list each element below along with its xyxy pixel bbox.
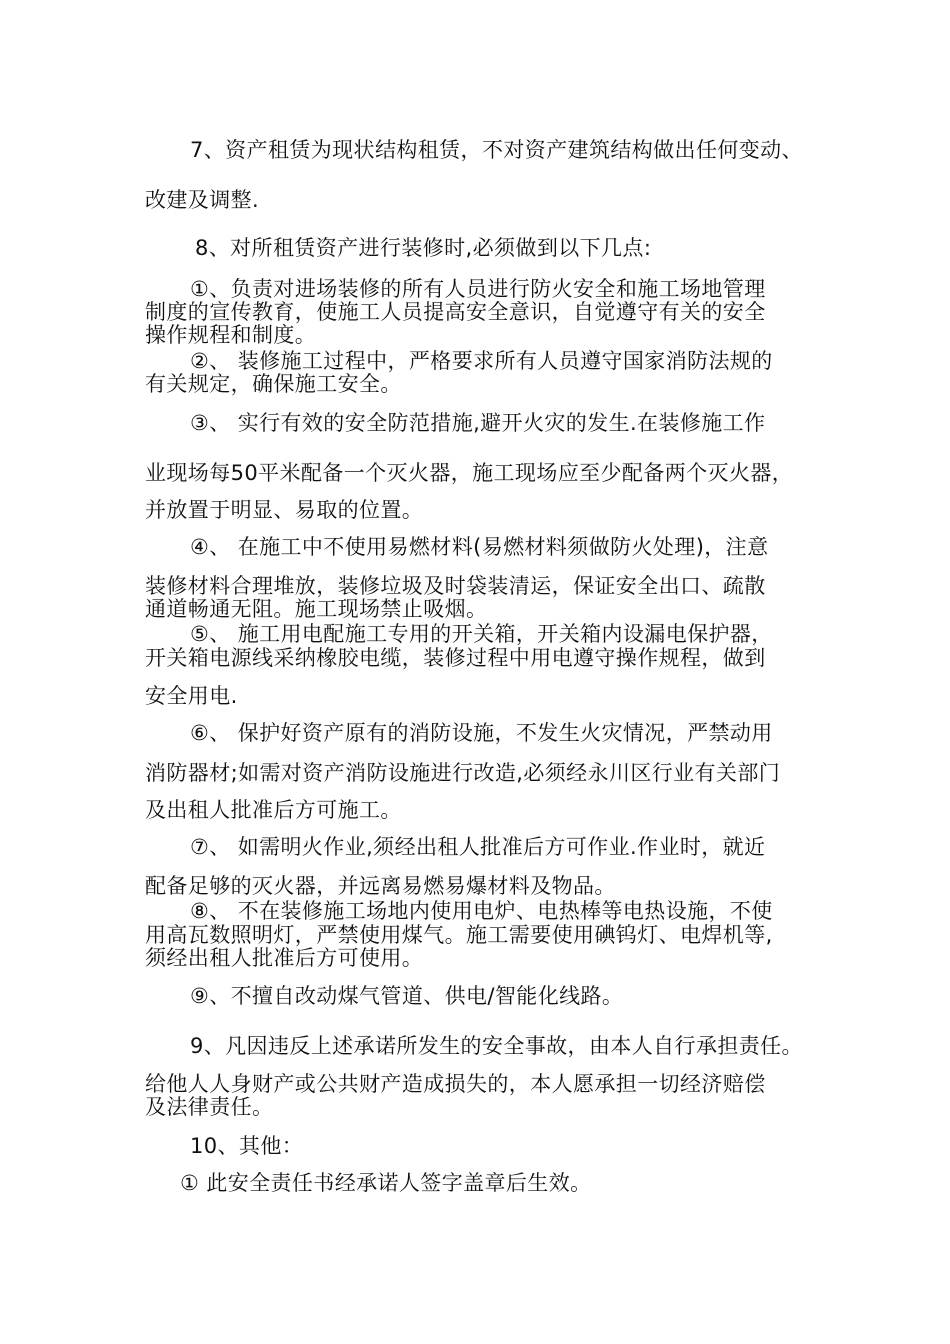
text-line: 及法律责任。 [145, 1095, 274, 1119]
text-line: 配备足够的灭火器，并远离易燃易爆材料及物品。 [145, 874, 616, 898]
text-line: 装修材料合理堆放，装修垃圾及时袋装清运，保证安全出口、疏散 [145, 574, 766, 598]
text-line: 9、凡因违反上述承诺所发生的安全事故，由本人自行承担责任。 [190, 1034, 803, 1058]
text-line: ②、 装修施工过程中，严格要求所有人员遵守国家消防法规的 [190, 349, 773, 373]
text-line: 制度的宣传教育，使施工人员提高安全意识，自觉遵守有关的安全 [145, 300, 766, 324]
text-line: ①、负责对进场装修的所有人员进行防火安全和施工场地管理 [190, 277, 766, 301]
text-line: ③、 实行有效的安全防范措施,避开火灾的发生.在装修施工作 [190, 411, 766, 435]
text-line: ⑥、 保护好资产原有的消防设施，不发生火灾情况，严禁动用 [190, 721, 773, 745]
text-line: ⑦、 如需明火作业,须经出租人批准后方可作业.作业时，就近 [190, 835, 766, 859]
text-line: 操作规程和制度。 [145, 323, 317, 347]
text-line: 业现场每50平米配备一个灭火器，施工现场应至少配备两个灭火器， [145, 461, 794, 485]
text-line: ⑨、不擅自改动煤气管道、供电/智能化线路。 [190, 984, 624, 1008]
text-line: 有关规定，确保施工安全。 [145, 372, 402, 396]
text-line: 改建及调整. [145, 188, 260, 212]
text-line: 7、资产租赁为现状结构租赁，不对资产建筑结构做出任何变动、 [190, 138, 803, 162]
text-line: ⑤、 施工用电配施工专用的开关箱，开关箱内设漏电保护器， [190, 622, 773, 646]
text-line: ① 此安全责任书经承诺人签字盖章后生效。 [180, 1171, 592, 1195]
text-line: ⑧、 不在装修施工场地内使用电炉、电热棒等电热设施，不使 [190, 899, 773, 923]
text-line: 给他人人身财产或公共财产造成损失的，本人愿承担一切经济赔偿 [145, 1072, 766, 1096]
text-line: 10、其他： [190, 1134, 304, 1158]
text-line: 及出租人批准后方可施工。 [145, 798, 402, 822]
text-line: ④、 在施工中不使用易燃材料(易燃材料须做防火处理)，注意 [190, 535, 769, 559]
text-line: 通道畅通无阻。施工现场禁止吸烟。 [145, 597, 488, 621]
text-line: 并放置于明显、易取的位置。 [145, 498, 424, 522]
text-line: 安全用电. [145, 684, 238, 708]
text-line: 开关箱电源线采纳橡胶电缆，装修过程中用电遵守操作规程，做到 [145, 646, 766, 670]
text-line: 消防器材;如需对资产消防设施进行改造,必须经永川区行业有关部门 [145, 761, 781, 785]
text-line: 8、对所租赁资产进行装修时,必须做到以下几点: [195, 236, 652, 260]
text-line: 用高瓦数照明灯，严禁使用煤气。施工需要使用碘钨灯、电焊机等, [145, 923, 773, 947]
text-line: 须经出租人批准后方可使用。 [145, 946, 424, 970]
